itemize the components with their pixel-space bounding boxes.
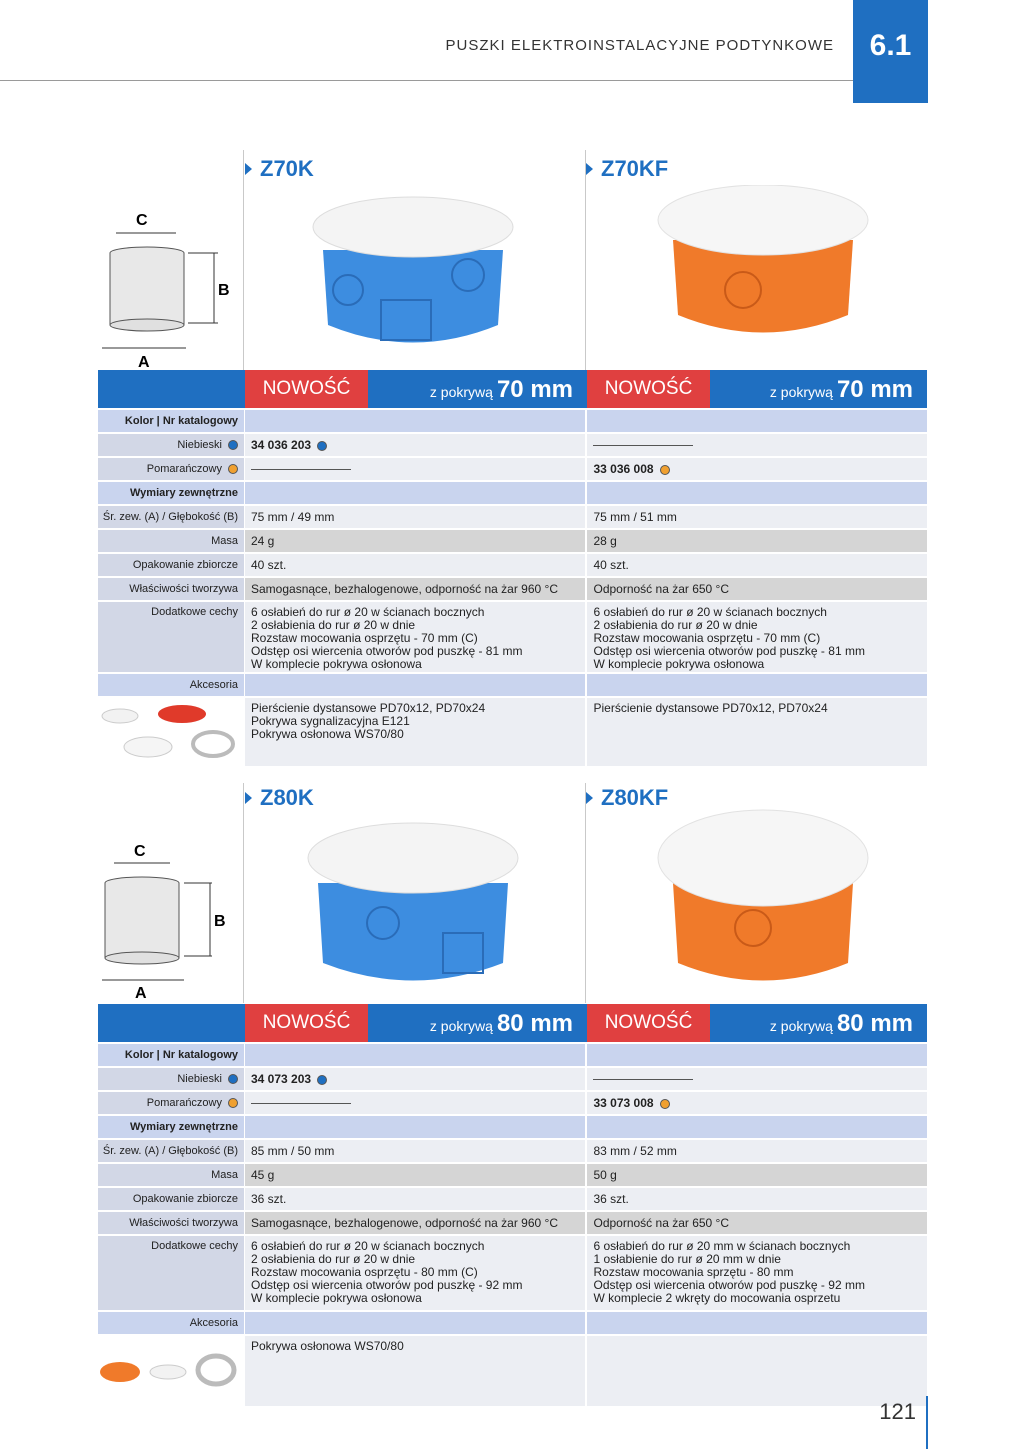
blue-box-image: [303, 185, 533, 360]
row-label: Masa: [98, 1164, 244, 1186]
new-badge: NOWOŚĆ: [245, 370, 368, 408]
section-banner: [98, 1004, 927, 1042]
accessories-list: Pierścienie dystansowe PD70x12, PD70x24 Pokrywa sygnalizacyjna E121 Pokrywa osłonowa WS70/80: [244, 698, 585, 766]
dim-b-label: B: [218, 282, 230, 299]
row-label: Kolor | Nr katalogowy: [98, 1044, 244, 1066]
row-label: Opakowanie zbiorcze: [98, 554, 244, 576]
package-value: 36 szt.: [585, 1188, 927, 1210]
orange-box-image: [653, 803, 883, 993]
row-label: Właściwości tworzywa: [98, 578, 244, 600]
row-label: Właściwości tworzywa: [98, 1212, 244, 1234]
cover-size: z pokrywą 70 mm: [769, 376, 913, 403]
material-value: Odporność na żar 650 °C: [585, 578, 927, 600]
row-label: Opakowanie zbiorcze: [98, 1188, 244, 1210]
package-value: 40 szt.: [244, 554, 585, 576]
blue-dot-icon: [317, 1075, 327, 1085]
new-badge: NOWOŚĆ: [587, 370, 710, 408]
mass-value: 24 g: [244, 530, 585, 552]
row-label: Masa: [98, 530, 244, 552]
product-section-1: [98, 150, 927, 770]
dim-c-label: C: [134, 843, 146, 860]
orange-dot-icon: [228, 464, 238, 474]
page-number: 121: [879, 1399, 916, 1424]
accessories-list: [585, 1336, 927, 1406]
empty-dash: [251, 1103, 351, 1104]
row-label: Pomarańczowy: [146, 1097, 222, 1109]
row-label: Kolor | Nr katalogowy: [98, 410, 244, 432]
accessories-image-cell: [98, 698, 244, 766]
new-badge: NOWOŚĆ: [587, 1004, 710, 1042]
mass-value: 28 g: [585, 530, 927, 552]
empty-dash: [593, 1079, 693, 1080]
cover-size: z pokrywą 80 mm: [429, 1010, 573, 1037]
package-value: 40 szt.: [585, 554, 927, 576]
accessories-list: Pierścienie dystansowe PD70x12, PD70x24: [585, 698, 927, 766]
dimension-diagram: [100, 205, 240, 370]
row-label: Akcesoria: [98, 1312, 244, 1334]
dimensions-value: 75 mm / 51 mm: [585, 506, 927, 528]
mass-value: 45 g: [244, 1164, 585, 1186]
blue-dot-icon: [228, 440, 238, 450]
blue-box-image: [303, 813, 533, 993]
blue-dot-icon: [317, 441, 327, 451]
product-section-2: [98, 783, 927, 1388]
row-label: Śr. zew. (A) / Głębokość (B): [98, 1140, 244, 1162]
row-label: Pomarańczowy: [146, 463, 222, 475]
cover-size: z pokrywą 80 mm: [769, 1010, 913, 1037]
row-label: Śr. zew. (A) / Głębokość (B): [98, 506, 244, 528]
features-list: 6 osłabień do rur ø 20 w ścianach bocznych 2 osłabienia do rur ø 20 w dnie Rozstaw mocowania osprzętu - 70 mm (C) Odstęp osi wiercenia otworów pod puszkę - 81 mm W komplecie pokrywa osłonowa: [244, 602, 585, 672]
product-title: Z80KF: [586, 785, 668, 811]
orange-box-image: [653, 185, 883, 360]
header-line: [0, 80, 853, 81]
catalog-number: 34 073 203: [251, 1072, 312, 1086]
dim-b-label: B: [214, 913, 226, 930]
row-label: Wymiary zewnętrzne: [98, 482, 244, 504]
features-list: 6 osłabień do rur ø 20 mm w ścianach bocznych 1 osłabienie do rur ø 20 mm w dnie Rozstaw mocowania sprzętu - 80 mm Odstęp osi wiercenia otworów pod puszkę - 92 mm W komplecie 2 wkręty do mocowania osprzetu: [585, 1236, 927, 1310]
row-label: Niebieski: [177, 1073, 222, 1085]
dim-a-label: A: [135, 985, 147, 1002]
catalog-number: 34 036 203: [251, 438, 312, 452]
material-value: Samogasnące, bezhalogenowe, odporność na żar 960 °C: [244, 578, 585, 600]
catalog-number: 33 036 008: [593, 462, 654, 476]
mass-value: 50 g: [585, 1164, 927, 1186]
package-value: 36 szt.: [244, 1188, 585, 1210]
spec-table: [98, 1042, 927, 1408]
dimension-diagram: [100, 838, 240, 1003]
cover-size: z pokrywą 70 mm: [429, 376, 573, 403]
dim-c-label: C: [136, 212, 148, 229]
features-list: 6 osłabień do rur ø 20 w ścianach bocznych 2 osłabienia do rur ø 20 w dnie Rozstaw mocowania osprzętu - 80 mm (C) Odstęp osi wiercenia otworów pod puszkę - 92 mm W komplecie pokrywa osłonowa: [244, 1236, 585, 1310]
row-label: Wymiary zewnętrzne: [98, 1116, 244, 1138]
new-badge: NOWOŚĆ: [245, 1004, 368, 1042]
dim-a-label: A: [138, 354, 150, 370]
empty-dash: [593, 445, 693, 446]
blue-dot-icon: [228, 1074, 238, 1084]
orange-dot-icon: [660, 1099, 670, 1109]
orange-dot-icon: [660, 465, 670, 475]
empty-dash: [251, 469, 351, 470]
section-tab: 6.1: [853, 0, 928, 103]
product-title: Z80K: [245, 785, 314, 811]
material-value: Samogasnące, bezhalogenowe, odporność na żar 960 °C: [244, 1212, 585, 1234]
page-bar: [926, 1396, 928, 1449]
orange-dot-icon: [228, 1098, 238, 1108]
accessories-image-cell: [98, 1336, 244, 1406]
row-label: Dodatkowe cechy: [98, 602, 244, 672]
dimensions-value: 75 mm / 49 mm: [244, 506, 585, 528]
row-label: Niebieski: [177, 439, 222, 451]
dimensions-value: 85 mm / 50 mm: [244, 1140, 585, 1162]
header-title: PUSZKI ELEKTROINSTALACYJNE PODTYNKOWE: [445, 37, 834, 54]
accessories-image: [98, 1340, 238, 1400]
features-list: 6 osłabień do rur ø 20 w ścianach bocznych 2 osłabienia do rur ø 20 w dnie Rozstaw mocowania osprzętu - 70 mm (C) Odstęp osi wiercenia otworów pod puszkę - 81 mm W komplecie pokrywa osłonowa: [585, 602, 927, 672]
accessories-image: [98, 702, 238, 762]
dimensions-value: 83 mm / 52 mm: [585, 1140, 927, 1162]
product-title: Z70K: [245, 156, 314, 182]
spec-table: [98, 408, 927, 768]
section-banner: [98, 370, 927, 408]
row-label: Dodatkowe cechy: [98, 1236, 244, 1310]
product-title: Z70KF: [586, 156, 668, 182]
row-label: Akcesoria: [98, 674, 244, 696]
material-value: Odporność na żar 650 °C: [585, 1212, 927, 1234]
catalog-number: 33 073 008: [593, 1096, 654, 1110]
accessories-list: Pokrywa osłonowa WS70/80: [244, 1336, 585, 1406]
